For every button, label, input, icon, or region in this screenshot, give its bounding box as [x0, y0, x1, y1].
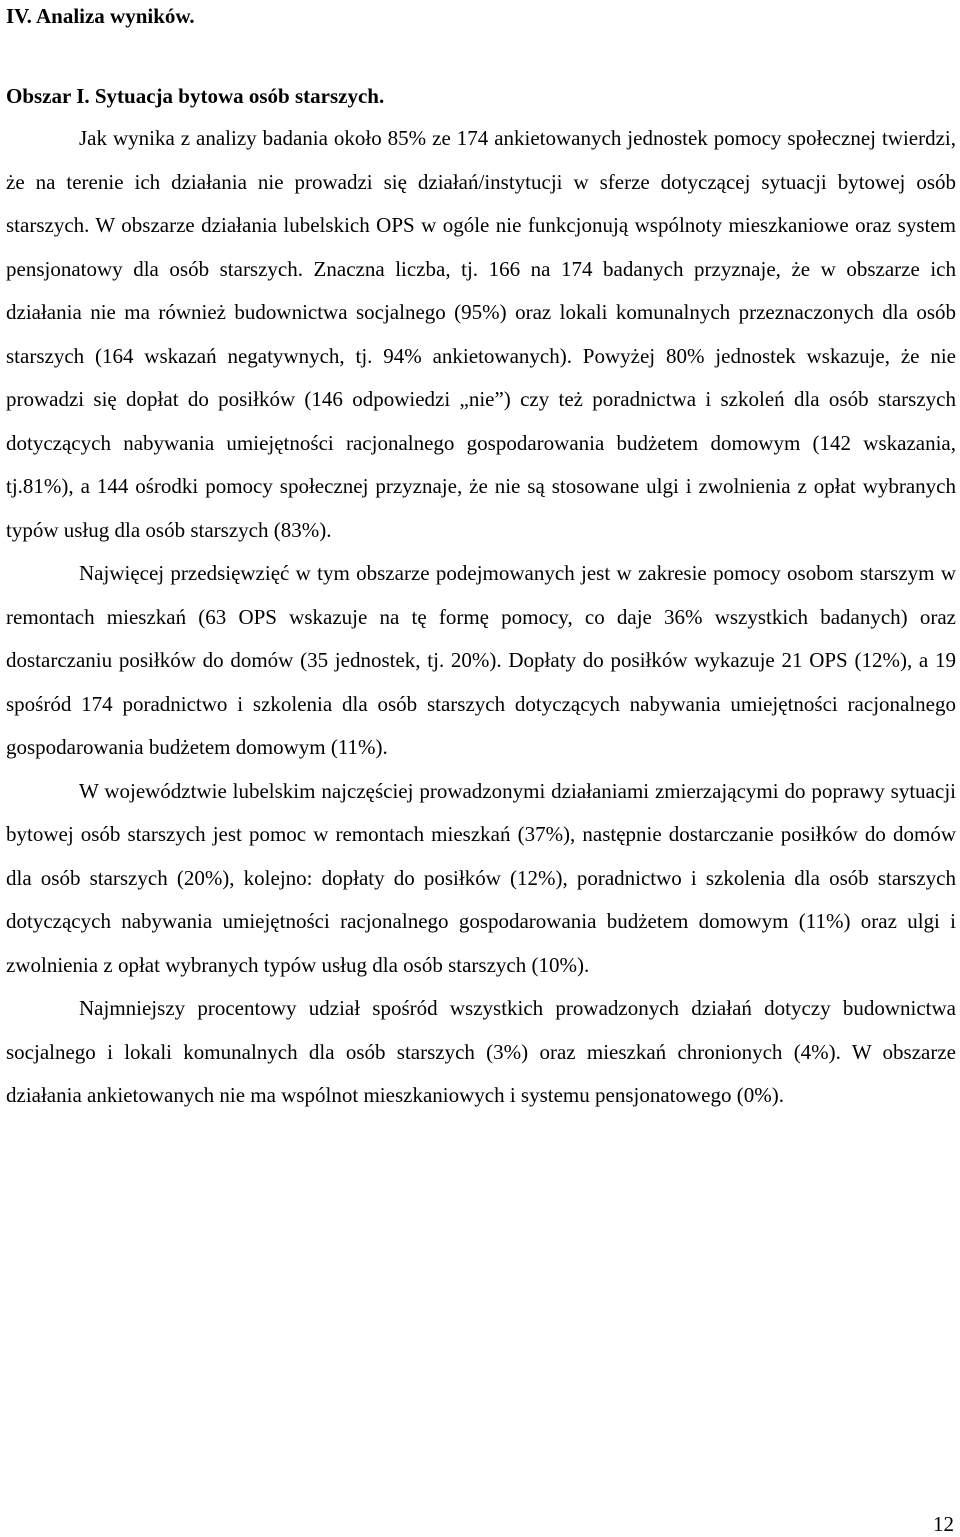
paragraph-living-situation: Jak wynika z analizy badania około 85% ze 174 ankietowanych jednostek pomocy społecznej twierdzi, że na terenie ich działania nie prowadzi się działań/instytucji w sferze dotyczącej sytuacji bytowej osób starszych. W obszarze działania lubelskich OPS w ogóle nie funkcjonują wspólnoty mieszkaniowe oraz system pensjonatowy dla osób starszych. Znaczna liczba, tj. 166 na 174 badanych przyznaje, że w obszarze ich działania nie ma również budownictwa socjalnego (95%) oraz lokali komunalnych przeznaczonych dla osób starszych (164 wskazań negatywnych, tj. 94% ankietowanych). Powyżej 80% jednostek wskazuje, że nie prowadzi się dopłat do posiłków (146 odpowiedzi „nie”) czy też poradnictwa i szkoleń dla osób starszych dotyczących nabywania umiejętności racjonalnego gospodarowania budżetem domowym (142 wskazania, tj.81%), a 144 ośrodki pomocy społecznej przyznaje, że nie są stosowane ulgi i zwolnienia z opłat wybranych typów usług dla osób starszych (83%).: [6, 126, 956, 542]
section-title: IV. Analiza wyników.: [6, 4, 195, 28]
subsection-title: Obszar I. Sytuacja bytowa osób starszych.: [6, 84, 385, 108]
page-number: 12: [933, 1512, 954, 1536]
paragraph-voivodeship-summary: W województwie lubelskim najczęściej prowadzonymi działaniami zmierzającymi do poprawy sytuacji bytowej osób starszych jest pomoc w remontach mieszkań (37%), następnie dostarczanie posiłków do domów dla osób starszych (20%), kolejno: dopłaty do posiłków (12%), poradnictwo i szkolenia dla osób starszych dotyczących nabywania umiejętności racjonalnego gospodarowania budżetem domowym (11%) oraz ulgi i zwolnienia z opłat wybranych typów usług dla osób starszych (10%).: [6, 778, 956, 977]
paragraph-most-initiatives: Najwięcej przedsięwzięć w tym obszarze podejmowanych jest w zakresie pomocy osobom starszym w remontach mieszkań (63 OPS wskazuje na tę formę pomocy, co daje 36% wszystkich badanych) oraz dostarczaniu posiłków do domów (35 jednostek, tj. 20%). Dopłaty do posiłków wykazuje 21 OPS (12%), a 19 spośród 174 poradnictwo i szkolenia dla osób starszych dotyczących nabywania umiejętności racjonalnego gospodarowania budżetem domowym (11%).: [6, 561, 956, 759]
paragraph-smallest-share: Najmniejszy procentowy udział spośród wszystkich prowadzonych działań dotyczy budownictwa socjalnego i lokali komunalnych dla osób starszych (3%) oraz mieszkań chronionych (4%). W obszarze działania ankietowanych nie ma wspólnot mieszkaniowych i systemu pensjonatowego (0%).: [6, 996, 956, 1107]
document-content: [6, 0, 956, 1118]
